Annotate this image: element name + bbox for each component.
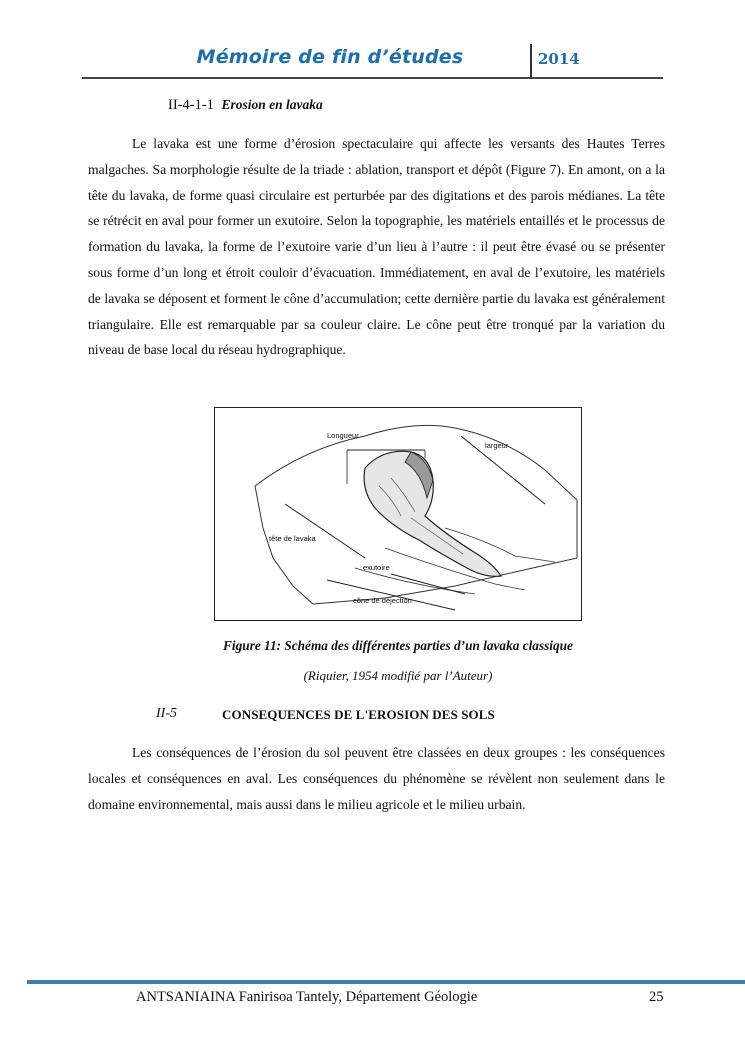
paragraph-consequences [88, 740, 665, 817]
footer-author: ANTSANIAINA Fanirisoa Tantely, Département Géologie [136, 989, 478, 1005]
header-title: Mémoire de fin d’études [196, 46, 464, 68]
paragraph-lavaka-text: Le lavaka est une forme d’érosion spectaculaire qui affecte les versants des Hautes Terres malgaches. Sa morphologie résulte de la triade : ablation, transport et dépôt (Figure 7). En amont, on a la tête du lavaka, de forme quasi circulaire est perturbée par des digitations et des parois médianes. La tête se rétrécit en aval pour former un exutoire. Selon la topographie, les matériels entaillés et le processus de formation du lavaka, la forme de l’exutoire varie d’un lieu à l’autre : il peut être évasé ou se présenter sous forme d’un long et étroit couloir d’évacuation. Immédiatement, en aval de l’exutoire, les matériels de lavaka se déposent et forment le cône d’accumulation; cette dernière partie du lavaka est généralement triangulaire. Elle est remarquable par sa couleur claire. Le cône peut être tronqué par la variation du niveau de base local du réseau hydrographique. [88, 136, 665, 358]
figure-source: (Riquier, 1954 modifié par l’Auteur) [303, 668, 493, 683]
cone-dimension-line [327, 580, 455, 610]
label-cone: cône de déjection [353, 596, 412, 605]
section2-heading [156, 706, 495, 722]
lavaka-body [364, 451, 501, 576]
header-divider [530, 44, 532, 78]
figure-caption: Figure 11: Schéma des différentes parties d’un lavaka classique [223, 638, 573, 653]
section-number: II-4-1-1 [168, 97, 214, 113]
header-year: 2014 [538, 50, 580, 68]
section2-title: CONSEQUENCES DE L'EROSION DES SOLS [222, 707, 495, 722]
paragraph-lavaka [88, 131, 665, 363]
section2-number: II-5 [156, 706, 177, 721]
header-rule [82, 77, 663, 79]
terrain-left-edge [255, 486, 313, 604]
footer-rule [27, 980, 745, 984]
tete-dimension-line [285, 504, 365, 558]
lavaka-diagram-svg [215, 408, 581, 620]
paragraph-consequences-text: Les conséquences de l’érosion du sol peuvent être classées en deux groupes : les conséquences locales et conséquences en aval. Les conséquences du phénomène se révèlent non seulement dans le domaine environnemental, mais aussi dans le milieu agricole et le milieu urbain. [88, 745, 665, 812]
section-heading [168, 97, 323, 114]
label-tete: tête de lavaka [269, 534, 316, 543]
section-title: Erosion en lavaka [221, 97, 323, 112]
label-largeur: largeur [485, 441, 509, 450]
lavaka-diagram [214, 407, 582, 621]
label-exutoire: exutoire [363, 563, 390, 572]
page-number: 25 [649, 989, 664, 1005]
label-longueur: Longueur [327, 431, 359, 440]
